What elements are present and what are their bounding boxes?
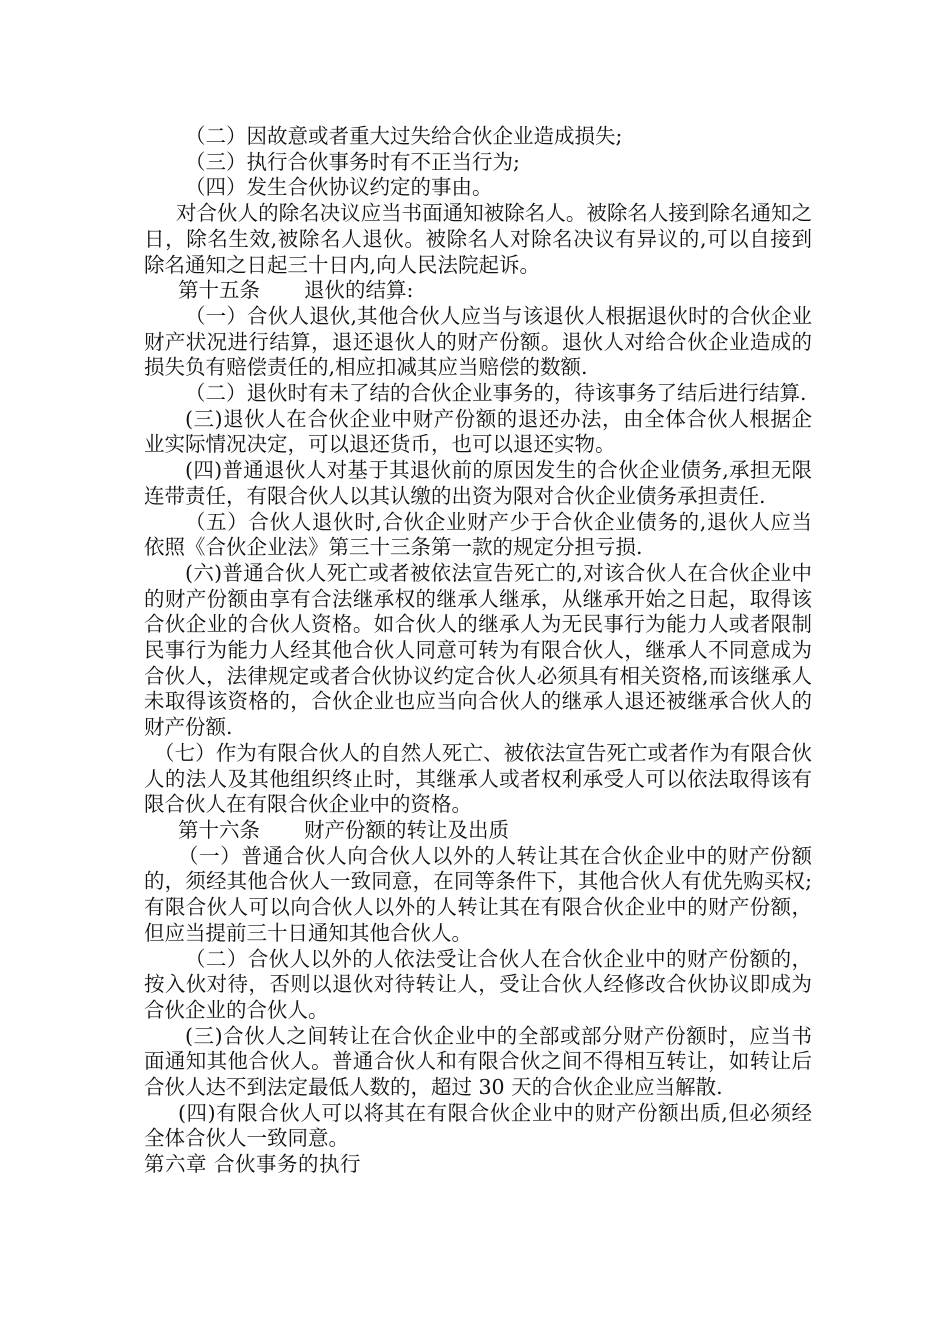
article-16-item-2: （二）合伙人以外的人依法受让合伙人在合伙企业中的财产份额的，按入伙对待，否则以退伙对待转让人，受让合伙人经修改合伙协议即成为合伙企业的合伙人。 <box>144 946 812 1022</box>
article-15-heading <box>144 278 812 304</box>
article-15-item-2: （二）退伙时有未了结的合伙企业事务的，待该事务了结后进行结算. <box>185 381 807 406</box>
article-16-title: 财产份额的转让及出质 <box>304 817 509 842</box>
article-16-item-3: (三)合伙人之间转让在合伙企业中的全部或部分财产份额时，应当书面通知其他合伙人。普通合伙人和有限合伙之间不得相互转让，如转让后合伙人达不到法定最低人数的，超过 30 天的合伙企业应当解散. <box>144 1023 812 1100</box>
expel-item-3: （三）执行合伙事务时有不正当行为; <box>185 149 520 174</box>
article-15-number: 第十五条 <box>178 278 260 303</box>
article-16-number: 第十六条 <box>178 817 260 842</box>
expel-notice-paragraph: 对合伙人的除名决议应当书面通知被除名人。被除名人接到除名通知之日，除名生效,被除名人退伙。被除名人对除名决议有异议的,可以自接到除名通知之日起三十日内,向人民法院起诉。 <box>144 201 812 277</box>
expel-item-4: （四）发生合伙协议约定的事由。 <box>185 175 493 200</box>
article-15-item-3: (三)退伙人在合伙企业中财产份额的退还办法，由全体合伙人根据企业实际情况决定，可以退还货币，也可以退还实物。 <box>144 406 812 457</box>
article-15-item-5: （五）合伙人退伙时,合伙企业财产少于合伙企业债务的,退伙人应当依照《合伙企业法》第三十三条第一款的规定分担亏损. <box>144 509 812 560</box>
article-16-heading <box>144 818 812 844</box>
expel-item-2: （二）因故意或者重大过失给合伙企业造成损失; <box>185 124 623 148</box>
article-15-item-7: （七）作为有限合伙人的自然人死亡、被依法宣告死亡或者作为有限合伙人的法人及其他组织终止时，其继承人或者权利承受人可以依法取得该有限合伙人在有限合伙企业中的资格。 <box>144 740 812 817</box>
document-body <box>144 124 812 1178</box>
article-15-item-1: （一）合伙人退伙,其他合伙人应当与该退伙人根据退伙时的合伙企业财产状况进行结算，退还退伙人的财产份额。退伙人对给合伙企业造成的损失负有赔偿责任的,相应扣减其应当赔偿的数额. <box>144 303 812 380</box>
article-16-item-1: （一）普通合伙人向合伙人以外的人转让其在合伙企业中的财产份额的，须经其他合伙人一致同意，在同等条件下，其他合伙人有优先购买权;有限合伙人可以向合伙人以外的人转让其在有限合伙企业中的财产份额，但应当提前三十日通知其他合伙人。 <box>144 843 812 945</box>
article-15-title: 退伙的结算: <box>304 278 414 303</box>
article-16-item-4: (四)有限合伙人可以将其在有限合伙企业中的财产份额出质,但必须经全体合伙人一致同意。 <box>144 1100 812 1151</box>
article-15-item-4: (四)普通退伙人对基于其退伙前的原因发生的合伙企业债务,承担无限连带责任，有限合伙人以其认缴的出资为限对合伙企业债务承担责任. <box>144 458 812 508</box>
chapter-6-title: 第六章 合伙事务的执行 <box>144 1152 362 1177</box>
article-15-item-6: (六)普通合伙人死亡或者被依法宣告死亡的,对该合伙人在合伙企业中的财产份额由享有合法继承权的继承人继承，从继承开始之日起，取得该合伙企业的合伙人资格。如合伙人的继承人为无民事行为能力人或者限制民事行为能力人经其他合伙人同意可转为有限合伙人，继承人不同意成为合伙人，法律规定或者合伙协议约定合伙人必须具有相关资格,而该继承人未取得该资格的，合伙企业也应当向合伙人的继承人退还被继承合伙人的财产份额. <box>144 560 812 740</box>
